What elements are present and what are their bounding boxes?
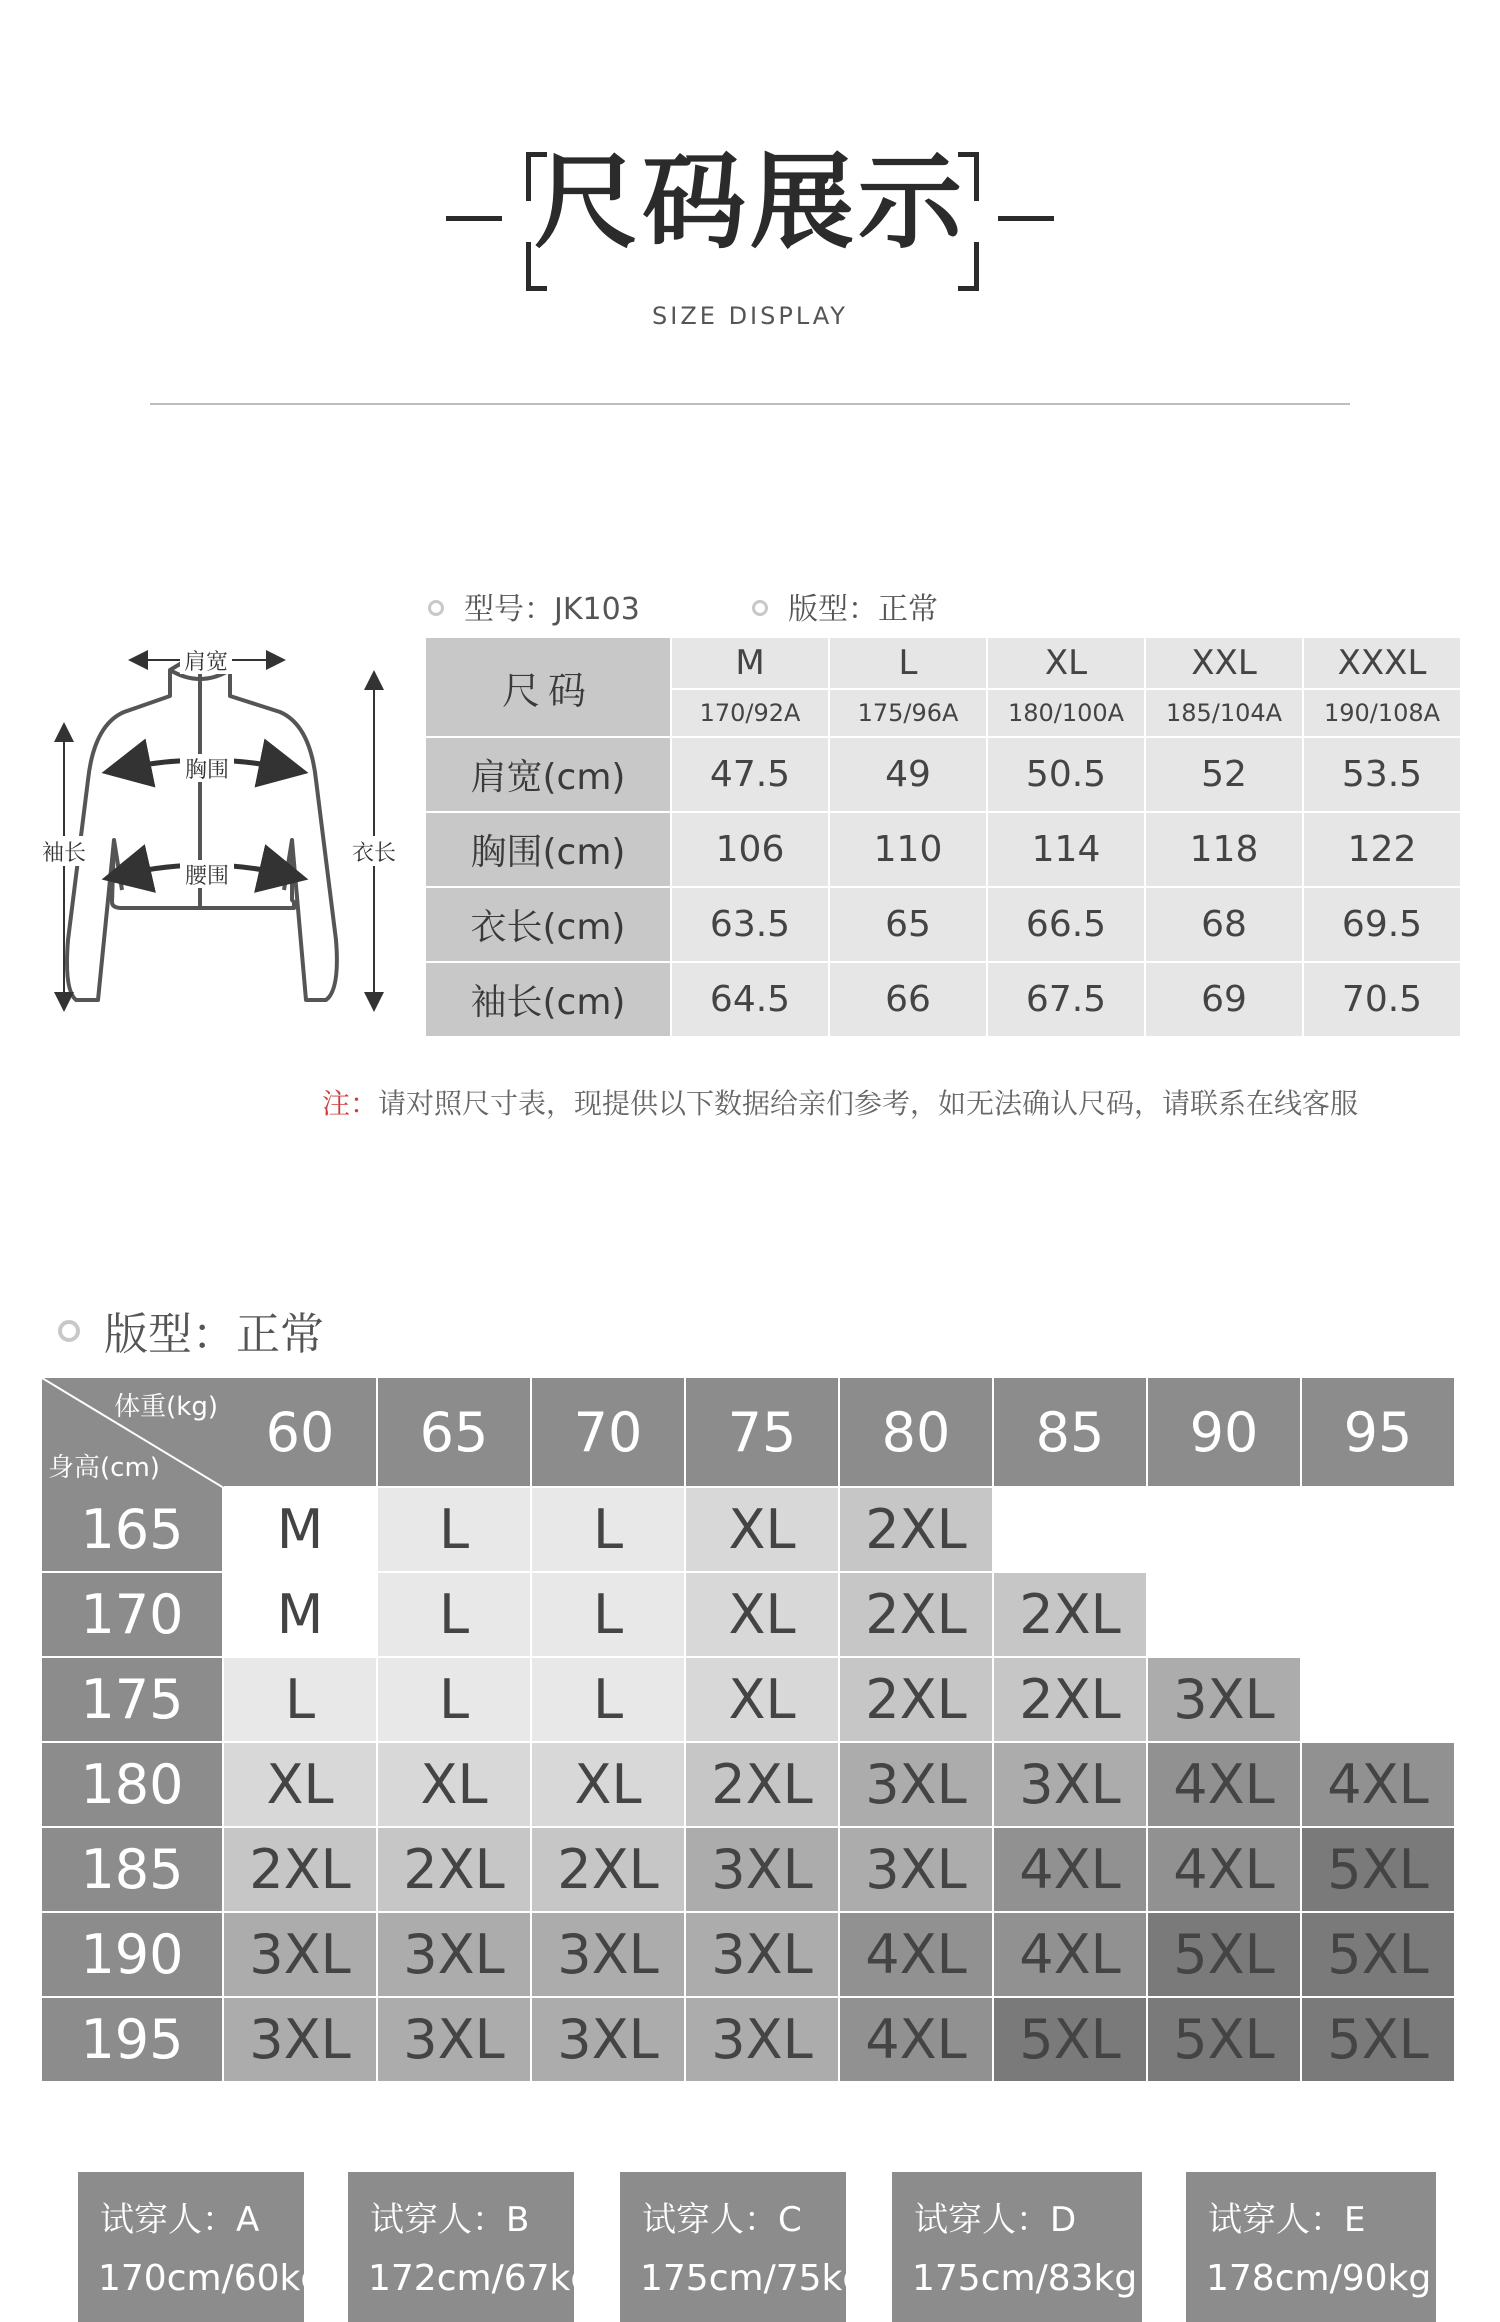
spec-value: 122 xyxy=(1304,813,1460,886)
size-recommendation-cell: 2XL xyxy=(840,1573,994,1658)
tester-value: 175cm/83kg xyxy=(912,2258,1138,2299)
title-bracket-bottom-right xyxy=(958,242,979,291)
note-label: 注： xyxy=(322,1087,379,1120)
tester-label: 试穿人：B xyxy=(370,2200,530,2240)
size-spec-table xyxy=(424,636,1462,1038)
spec-value: 68 xyxy=(1146,888,1302,961)
jacket-outline-icon xyxy=(67,652,337,1000)
size-recommendation-cell: 3XL xyxy=(686,1913,840,1998)
shoulder-label: 肩宽 xyxy=(183,650,229,675)
spec-row-label: 衣长(cm) xyxy=(426,888,670,961)
size-recommendation-cell: L xyxy=(224,1658,378,1743)
size-code: 175/96A xyxy=(830,690,986,736)
size-recommendation-cell: XL xyxy=(378,1743,532,1828)
header-divider xyxy=(150,403,1350,405)
size-name: XXXL xyxy=(1304,638,1460,688)
size-recommendation-grid xyxy=(42,1378,1460,2084)
spec-value: 50.5 xyxy=(988,738,1144,811)
weight-header-cell: 70 xyxy=(532,1378,686,1488)
size-recommendation-cell: 4XL xyxy=(1302,1743,1456,1828)
grid-corner-cell xyxy=(42,1378,224,1488)
size-recommendation-cell: L xyxy=(532,1488,686,1573)
size-recommendation-cell: 3XL xyxy=(994,1743,1148,1828)
size-recommendation-cell: 3XL xyxy=(840,1743,994,1828)
size-recommendation-cell: 5XL xyxy=(1148,1998,1302,2083)
tester-card-a xyxy=(78,2172,324,2322)
spec-value: 69.5 xyxy=(1304,888,1460,961)
spec-row-label: 袖长(cm) xyxy=(426,963,670,1036)
size-recommendation-cell: 4XL xyxy=(1148,1743,1302,1828)
weight-header-cell: 85 xyxy=(994,1378,1148,1488)
size-recommendation-cell: 3XL xyxy=(378,1913,532,1998)
spec-value: 63.5 xyxy=(672,888,828,961)
size-recommendation-cell: XL xyxy=(686,1658,840,1743)
size-name: L xyxy=(830,638,986,688)
size-recommendation-cell: 2XL xyxy=(994,1573,1148,1658)
spec-value: 52 xyxy=(1146,738,1302,811)
spec-value: 64.5 xyxy=(672,963,828,1036)
size-recommendation-cell: 3XL xyxy=(686,1828,840,1913)
size-recommendation-cell: XL xyxy=(686,1573,840,1658)
size-recommendation-cell: 5XL xyxy=(1302,1828,1456,1913)
page-subtitle: SIZE DISPLAY xyxy=(652,302,848,330)
spec-value: 65 xyxy=(830,888,986,961)
size-corner-cell: 尺码 xyxy=(426,638,670,736)
weight-header-cell: 60 xyxy=(224,1378,378,1488)
tester-card-b xyxy=(348,2172,594,2322)
weight-header-cell: 90 xyxy=(1148,1378,1302,1488)
bullet-icon xyxy=(752,600,768,616)
spec-value: 106 xyxy=(672,813,828,886)
spec-row-shoulder xyxy=(426,738,1460,811)
size-recommendation-cell: 3XL xyxy=(686,1998,840,2083)
fit-label xyxy=(752,584,938,628)
tester-card-e xyxy=(1186,2172,1436,2322)
spec-value: 67.5 xyxy=(988,963,1144,1036)
tester-card-d xyxy=(892,2172,1142,2322)
size-recommendation-cell: 4XL xyxy=(1148,1828,1302,1913)
weight-header-cell: 75 xyxy=(686,1378,840,1488)
weight-header-cell: 95 xyxy=(1302,1378,1456,1488)
height-header-cell: 190 xyxy=(42,1913,224,1998)
size-recommendation-cell: 4XL xyxy=(840,1913,994,1998)
jacket-measurement-diagram xyxy=(30,640,420,1020)
waist-label: 腰围 xyxy=(184,864,230,889)
sleeve-label: 袖长 xyxy=(41,841,87,866)
height-header-cell: 195 xyxy=(42,1998,224,2083)
size-recommendation-cell: L xyxy=(378,1658,532,1743)
size-recommendation-cell: 2XL xyxy=(378,1828,532,1913)
size-recommendation-cell: M xyxy=(224,1573,378,1658)
tester-value: 178cm/90kg xyxy=(1206,2258,1432,2299)
spec-row-label: 肩宽(cm) xyxy=(426,738,670,811)
tester-label: 试穿人：E xyxy=(1208,2200,1366,2240)
height-header-cell: 170 xyxy=(42,1573,224,1658)
size-recommendation-cell: 3XL xyxy=(224,1913,378,1998)
bullet-icon xyxy=(428,600,444,616)
size-recommendation-cell: 3XL xyxy=(840,1828,994,1913)
height-header-cell: 185 xyxy=(42,1828,224,1913)
weight-header-cell: 65 xyxy=(378,1378,532,1488)
bullet-icon xyxy=(58,1320,80,1342)
tester-value: 170cm/60kg xyxy=(98,2258,324,2299)
size-recommendation-cell: 2XL xyxy=(994,1658,1148,1743)
title-bracket-top-right xyxy=(958,152,979,201)
size-name: XXL xyxy=(1146,638,1302,688)
size-recommendation-cell: 2XL xyxy=(532,1828,686,1913)
height-axis-label: 身高(cm) xyxy=(48,1453,160,1483)
spec-row-length xyxy=(426,888,1460,961)
size-name-row xyxy=(426,638,1460,688)
spec-row-label: 胸围(cm) xyxy=(426,813,670,886)
size-recommendation-cell: 5XL xyxy=(1302,1913,1456,1998)
size-recommendation-cell: 5XL xyxy=(1302,1998,1456,2083)
size-recommendation-cell: 3XL xyxy=(224,1998,378,2083)
size-recommendation-cell: L xyxy=(532,1573,686,1658)
size-recommendation-cell: XL xyxy=(224,1743,378,1828)
spec-value: 70.5 xyxy=(1304,963,1460,1036)
weight-header-cell: 80 xyxy=(840,1378,994,1488)
size-recommendation-cell: 4XL xyxy=(994,1828,1148,1913)
section-header xyxy=(0,130,1500,330)
size-code: 190/108A xyxy=(1304,690,1460,736)
size-recommendation-cell: L xyxy=(532,1658,686,1743)
size-recommendation-cell: L xyxy=(378,1488,532,1573)
model-text: 型号：JK103 xyxy=(464,592,640,627)
size-code: 180/100A xyxy=(988,690,1144,736)
size-recommendation-cell: 2XL xyxy=(224,1828,378,1913)
size-recommendation-cell: 3XL xyxy=(1148,1658,1302,1743)
spec-value: 114 xyxy=(988,813,1144,886)
weight-axis-label: 体重(kg) xyxy=(114,1392,218,1422)
spec-value: 53.5 xyxy=(1304,738,1460,811)
height-header-cell: 165 xyxy=(42,1488,224,1573)
spec-row-sleeve xyxy=(426,963,1460,1036)
note-text: 请对照尺寸表，现提供以下数据给亲们参考，如无法确认尺码，请联系在线客服 xyxy=(378,1087,1359,1120)
size-name: M xyxy=(672,638,828,688)
size-code: 170/92A xyxy=(672,690,828,736)
tester-value: 172cm/67kg xyxy=(368,2258,594,2299)
size-recommendation-cell: XL xyxy=(532,1743,686,1828)
size-recommendation-cell: 3XL xyxy=(532,1998,686,2083)
size-name: XL xyxy=(988,638,1144,688)
spec-value: 47.5 xyxy=(672,738,828,811)
spec-value: 66 xyxy=(830,963,986,1036)
size-recommendation-cell: 5XL xyxy=(1148,1913,1302,1998)
size-recommendation-cell: 4XL xyxy=(840,1998,994,2083)
spec-value: 66.5 xyxy=(988,888,1144,961)
size-recommendation-cell: 4XL xyxy=(994,1913,1148,1998)
spec-value: 69 xyxy=(1146,963,1302,1036)
size-note xyxy=(322,1082,1358,1122)
size-code: 185/104A xyxy=(1146,690,1302,736)
model-label xyxy=(428,584,640,628)
size-chart-fit-text: 版型：正常 xyxy=(104,1309,324,1360)
height-header-cell: 175 xyxy=(42,1658,224,1743)
tester-label: 试穿人：D xyxy=(914,2200,1077,2240)
fit-text: 版型：正常 xyxy=(788,592,938,627)
tester-label: 试穿人：C xyxy=(642,2200,802,2240)
tester-label: 试穿人：A xyxy=(100,2200,260,2240)
size-recommendation-cell: 5XL xyxy=(994,1998,1148,2083)
tester-value: 175cm/75kg xyxy=(640,2258,866,2299)
spec-value: 49 xyxy=(830,738,986,811)
size-recommendation-cell: M xyxy=(224,1488,378,1573)
size-recommendation-cell: 2XL xyxy=(840,1658,994,1743)
size-recommendation-cell: 3XL xyxy=(378,1998,532,2083)
size-recommendation-cell: L xyxy=(378,1573,532,1658)
spec-value: 118 xyxy=(1146,813,1302,886)
spec-value: 110 xyxy=(830,813,986,886)
size-recommendation-cell: 2XL xyxy=(686,1743,840,1828)
size-recommendation-cell: 3XL xyxy=(532,1913,686,1998)
length-label: 衣长 xyxy=(351,841,397,866)
chest-label: 胸围 xyxy=(184,758,230,783)
spec-row-chest xyxy=(426,813,1460,886)
tester-card-c xyxy=(620,2172,866,2322)
size-recommendation-cell: XL xyxy=(686,1488,840,1573)
size-recommendation-cell: 2XL xyxy=(840,1488,994,1573)
height-header-cell: 180 xyxy=(42,1743,224,1828)
page-title: 尺码展示 xyxy=(533,141,966,263)
size-chart-fit-label xyxy=(58,1298,324,1362)
title-right-dash xyxy=(998,216,1054,221)
